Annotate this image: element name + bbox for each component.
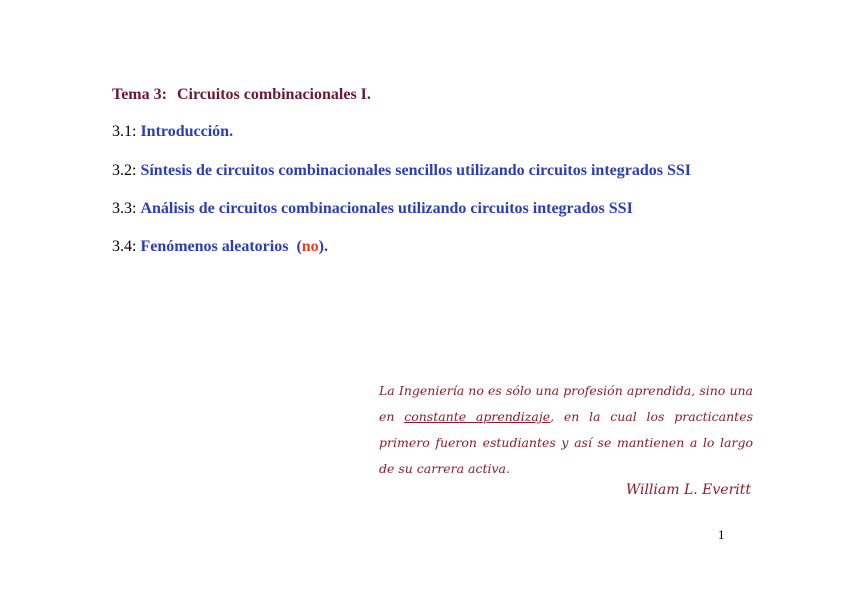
quote-underlined: constante aprendizaje — [404, 409, 551, 424]
epigraph-quote — [379, 378, 753, 482]
not-included-marker: no — [301, 238, 319, 255]
topic-text: Introducción — [140, 123, 230, 140]
topic-text: Análisis de circuitos combinacionales utilizando circuitos integrados SSI — [140, 200, 633, 217]
topic-number: 3.1 — [112, 123, 132, 140]
topic-text: Síntesis de circuitos combinacionales sencillos utilizando circuitos integrados SSI — [140, 162, 692, 179]
title-text: Circuitos combinacionales I. — [176, 86, 371, 103]
paren-close: ). — [318, 238, 328, 255]
quote-part-2: , en la cual los practicantes primero fueron estudiantes y así se mantienen a lo largo de su carrera activa. — [379, 409, 754, 476]
topic-number: 3.4 — [112, 238, 132, 255]
topic-end: . — [229, 123, 234, 140]
topic-text: Fenómenos aleatorios — [140, 238, 289, 255]
title-label: Tema 3: — [112, 86, 167, 103]
quote-part-1: La Ingeniería no es sólo una profesión aprendida, sino una en — [379, 383, 753, 424]
page-number: 1 — [718, 527, 725, 542]
topic-item-3-2: 3.2: Síntesis de circuitos combinacionales sencillos utilizando circuitos integrados SSI — [112, 162, 692, 179]
topic-number: 3.2 — [112, 162, 132, 179]
topic-item-3-4: 3.4: Fenómenos aleatorios (no). — [112, 238, 328, 255]
topic-number: 3.3 — [112, 200, 132, 217]
topic-item-3-1: 3.1: Introducción. — [112, 123, 234, 140]
topic-item-3-3: 3.3: Análisis de circuitos combinacionales utilizando circuitos integrados SSI — [112, 200, 633, 217]
quote-author: William L. Everitt — [625, 482, 751, 498]
slide-title — [112, 86, 371, 104]
paren-open: ( — [296, 238, 302, 255]
